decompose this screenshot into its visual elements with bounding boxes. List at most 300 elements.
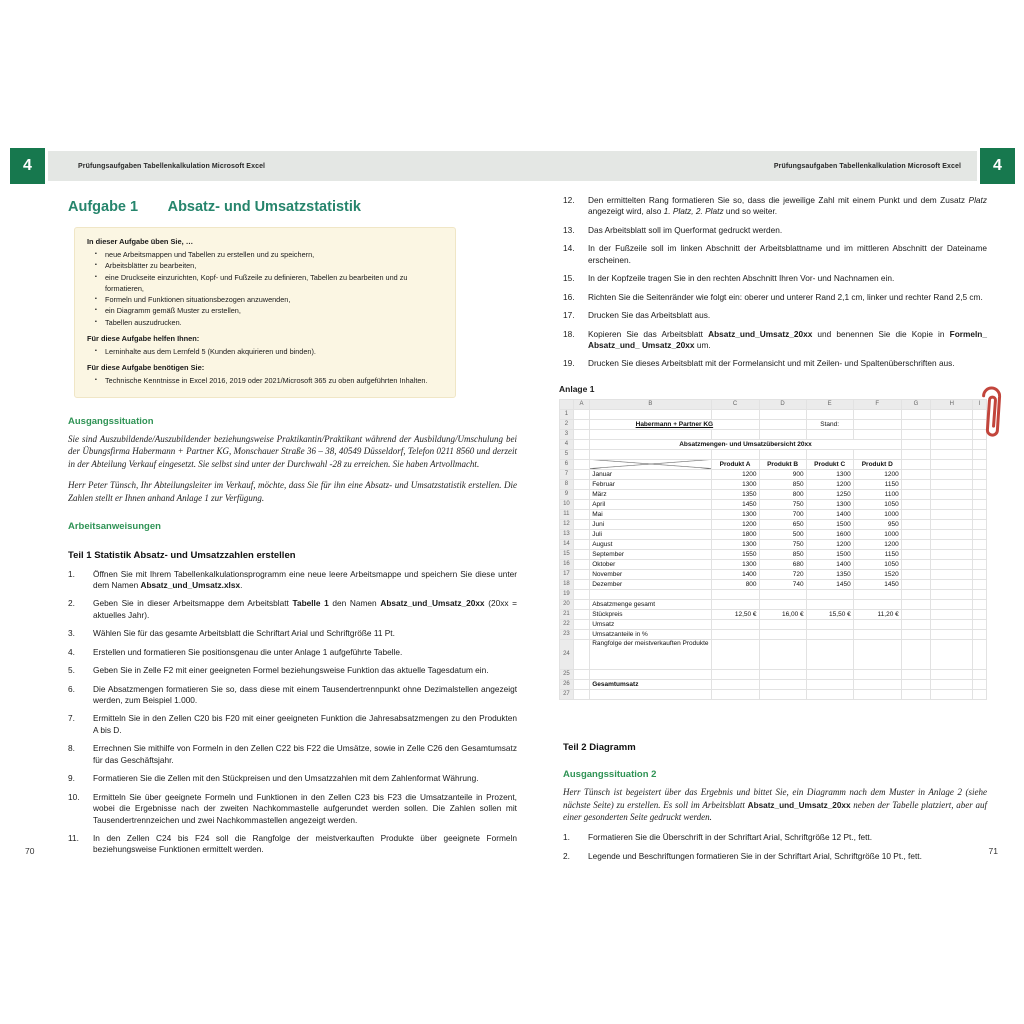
sheet-cell-E26	[806, 679, 853, 689]
sheet-cell-D17: 720	[759, 569, 806, 579]
sheet-cell-D25	[759, 669, 806, 679]
row-header-27: 27	[560, 689, 574, 699]
sheet-cell-E14: 1200	[806, 539, 853, 549]
step-number: 13.	[563, 224, 575, 235]
chapter-number-right: 4	[980, 148, 1015, 184]
sheet-cell-H9	[931, 489, 973, 499]
sheet-cell-G7	[901, 469, 930, 479]
situation-paragraph: Herr Peter Tünsch, Ihr Abteilungsleiter im Verkauf, möchte, dass Sie für ihn eine Absatz- und Umsatzstatistik erstellen. Die Zahlen stellt er Ihnen anhand Anlage 1 zur Verfügung.	[68, 479, 517, 503]
sheet-cell-F13: 1000	[853, 529, 901, 539]
step-number: 5.	[68, 665, 75, 676]
heading-arbeitsanweisungen: Arbeitsanweisungen	[68, 520, 161, 532]
instruction-list-teil2	[557, 832, 987, 862]
sheet-cell-E19	[806, 589, 853, 599]
text-segment: In den Zellen C24 bis F24 soll die Rangfolge der meistverkauften Produkte über geeignete Formeln beziehungsweise Funktionen ermittelt werden.	[93, 832, 517, 855]
sheet-cell-E24	[806, 639, 853, 669]
step-text	[93, 833, 517, 856]
step-number: 6.	[68, 683, 75, 694]
row-header-4: 4	[560, 439, 574, 449]
info-box	[74, 227, 456, 398]
instruction-step	[563, 358, 987, 369]
step-text	[588, 832, 987, 843]
instruction-step	[563, 851, 987, 862]
sheet-cell-B24: Rangfolge der meistverkauften Produkte	[590, 639, 711, 669]
bullet-marker: ▪	[95, 273, 97, 280]
sheet-cell-I27	[973, 689, 987, 699]
sheet-cell-D2	[759, 419, 806, 429]
bullet-item	[95, 294, 445, 305]
instruction-step	[563, 832, 987, 843]
sheet-cell-D24	[759, 639, 806, 669]
text-segment: Geben Sie in Zelle F2 mit einer geeigneten Formel beziehungsweise Funktion das aktuelle Tagesdatum ein.	[93, 665, 489, 676]
sheet-cell-A4	[573, 439, 589, 449]
sheet-cell-A10	[573, 499, 589, 509]
sheet-cell-E12: 1500	[806, 519, 853, 529]
sheet-cell-E11: 1400	[806, 509, 853, 519]
sheet-cell-F27	[853, 689, 901, 699]
sheet-cell-D6: Produkt B	[759, 459, 806, 469]
sheet-cell-F23	[853, 629, 901, 639]
sheet-cell-I21	[973, 609, 987, 619]
row-header-14: 14	[560, 539, 574, 549]
sheet-cell-B18: Dezember	[590, 579, 711, 589]
text-segment: den Namen	[328, 598, 381, 609]
running-header-bar	[48, 151, 977, 181]
sheet-cell-A9	[573, 489, 589, 499]
row-header-24: 24	[560, 639, 574, 669]
info-box-lead: Für diese Aufgabe helfen Ihnen:	[87, 334, 200, 344]
sheet-cell-F21: 11,20 €	[853, 609, 901, 619]
sheet-cell-G13	[901, 529, 930, 539]
step-number: 7.	[68, 713, 75, 724]
sheet-cell-H16	[931, 559, 973, 569]
instruction-step	[68, 628, 517, 639]
sheet-cell-B20: Absatzmenge gesamt	[590, 599, 711, 609]
text-segment: (20xx = aktuelles Jahr).	[93, 598, 517, 620]
sheet-cell-G17	[901, 569, 930, 579]
sheet-cell-A12	[573, 519, 589, 529]
sheet-cell-I24	[973, 639, 987, 669]
sheet-cell-B2: Habermann + Partner KG	[590, 419, 759, 429]
sheet-cell-G20	[901, 599, 930, 609]
sheet-cell-I18	[973, 579, 987, 589]
sheet-cell-F3	[853, 429, 901, 439]
sheet-cell-F9: 1100	[853, 489, 901, 499]
bullet-item	[95, 317, 445, 328]
sheet-cell-D26	[759, 679, 806, 689]
sheet-cell-C11: 1300	[711, 509, 759, 519]
bullet-item	[95, 305, 445, 316]
text-segment: Öffnen Sie mit Ihrem Tabellenkalkulationsprogramm eine neue leere Arbeitsmappe und speichern Sie diese unter dem Namen	[93, 568, 517, 590]
sheet-cell-I7	[973, 469, 987, 479]
sheet-cell-B26: Gesamtumsatz	[590, 679, 711, 689]
sheet-cell-B21: Stückpreis	[590, 609, 711, 619]
page-number-right: 71	[988, 846, 998, 856]
sheet-cell-C5	[711, 449, 759, 459]
page-right	[557, 195, 987, 869]
sheet-cell-B8: Februar	[590, 479, 711, 489]
sheet-cell-D19	[759, 589, 806, 599]
sheet-cell-C6: Produkt A	[711, 459, 759, 469]
sheet-cell-F1	[853, 409, 901, 419]
step-text	[588, 851, 987, 862]
sheet-cell-C21: 12,50 €	[711, 609, 759, 619]
sheet-cell-H15	[931, 549, 973, 559]
step-text	[588, 292, 987, 303]
instruction-step	[68, 792, 517, 826]
sheet-cell-A18	[573, 579, 589, 589]
sheet-cell-H17	[931, 569, 973, 579]
step-number: 2.	[563, 850, 570, 861]
sheet-cell-B6	[590, 459, 711, 469]
text-segment: Legende und Beschriftungen formatieren Sie in der Schriftart Arial, Schriftgröße 10 Pt., fett.	[588, 850, 922, 861]
row-header-18: 18	[560, 579, 574, 589]
text-segment: Ermitteln Sie über geeignete Formeln und Funktionen in den Zellen C23 bis F23 die Umsatzanteile in Prozent, wobei die Ergebnisse nach der zweiten Nachkommastelle aufgerundet werden sollen. Die Zahlen sollen mit Tausendertrennzeichen und zwei Nachkommastellen angezeigt werden.	[93, 791, 517, 825]
sheet-cell-E21: 15,50 €	[806, 609, 853, 619]
sheet-cell-A3	[573, 429, 589, 439]
sheet-cell-F16: 1050	[853, 559, 901, 569]
sheet-cell-H14	[931, 539, 973, 549]
sheet-cell-H11	[931, 509, 973, 519]
text-segment: 1. Platz, 2. Platz	[663, 206, 724, 217]
sheet-cell-D3	[759, 429, 806, 439]
instruction-step	[68, 833, 517, 856]
sheet-cell-A6	[573, 459, 589, 469]
sheet-cell-I12	[973, 519, 987, 529]
text-segment: Absatz_und_Umsatz_20xx	[708, 328, 813, 339]
sheet-cell-D18: 740	[759, 579, 806, 589]
sheet-cell-G18	[901, 579, 930, 589]
step-text	[588, 273, 987, 284]
row-header-3: 3	[560, 429, 574, 439]
bullet-marker: ▪	[95, 251, 97, 257]
row-header-21: 21	[560, 609, 574, 619]
bullet-marker: ▪	[95, 307, 97, 314]
bullet-item	[95, 260, 445, 271]
step-number: 14.	[563, 243, 575, 254]
sheet-cell-E5	[806, 449, 853, 459]
text-segment: Den ermittelten Rang formatieren Sie so, dass die jeweilige Zahl mit einem Punkt und dem Zusatz	[588, 195, 969, 205]
sheet-cell-G6	[901, 459, 930, 469]
sheet-cell-A14	[573, 539, 589, 549]
sheet-cell-E8: 1200	[806, 479, 853, 489]
heading-teil2: Teil 2 Diagramm	[563, 741, 636, 753]
sheet-cell-G3	[901, 429, 930, 439]
sheet-cell-H13	[931, 529, 973, 539]
row-header-25: 25	[560, 669, 574, 679]
sheet-cell-F26	[853, 679, 901, 689]
bullet-text: Arbeitsblätter zu bearbeiten,	[105, 261, 197, 271]
row-header-2: 2	[560, 419, 574, 429]
heading-teil1: Teil 1 Statistik Absatz- und Umsatzzahlen erstellen	[68, 549, 296, 561]
sheet-cell-H12	[931, 519, 973, 529]
sheet-cell-F12: 950	[853, 519, 901, 529]
sheet-cell-C25	[711, 669, 759, 679]
text-segment: Geben Sie in dieser Arbeitsmappe dem Arbeitsblatt	[93, 598, 293, 609]
sheet-cell-A21	[573, 609, 589, 619]
sheet-cell-D12: 650	[759, 519, 806, 529]
sheet-cell-I6	[973, 459, 987, 469]
sheet-cell-D11: 700	[759, 509, 806, 519]
bullet-item	[95, 272, 445, 295]
bullet-text: Formeln und Funktionen situationsbezogen anzuwenden,	[105, 295, 291, 305]
sheet-cell-G5	[901, 449, 930, 459]
row-header-19: 19	[560, 589, 574, 599]
sheet-cell-H20	[931, 599, 973, 609]
sheet-cell-E27	[806, 689, 853, 699]
sheet-cell-D16: 680	[759, 559, 806, 569]
sheet-cell-G27	[901, 689, 930, 699]
sheet-cell-E3	[806, 429, 853, 439]
sheet-cell-C9: 1350	[711, 489, 759, 499]
sheet-cell-B17: November	[590, 569, 711, 579]
sheet-cell-E23	[806, 629, 853, 639]
sheet-cell-A17	[573, 569, 589, 579]
sheet-cell-C1	[711, 409, 759, 419]
sheet-cell-A1	[573, 409, 589, 419]
step-text	[93, 598, 517, 621]
step-text	[588, 358, 987, 369]
sheet-cell-A27	[573, 689, 589, 699]
sheet-cell-G25	[901, 669, 930, 679]
sheet-cell-B10: April	[590, 499, 711, 509]
instruction-step	[68, 598, 517, 621]
sheet-cell-B16: Oktober	[590, 559, 711, 569]
row-header-12: 12	[560, 519, 574, 529]
column-header-G: G	[901, 399, 930, 409]
sheet-cell-H1	[931, 409, 973, 419]
step-text	[93, 773, 517, 784]
sheet-cell-D27	[759, 689, 806, 699]
excel-table	[559, 399, 987, 700]
sheet-cell-G19	[901, 589, 930, 599]
text-segment: In der Kopfzeile tragen Sie in den rechten Abschnitt Ihren Vor- und Nachnamen ein.	[588, 273, 895, 284]
text-segment: Absatz_und_Umsatz_20xx	[747, 800, 851, 810]
sheet-cell-D10: 750	[759, 499, 806, 509]
row-header-15: 15	[560, 549, 574, 559]
step-text	[93, 665, 517, 676]
sheet-cell-E18: 1450	[806, 579, 853, 589]
sheet-cell-B23: Umsatzanteile in %	[590, 629, 711, 639]
sheet-cell-F7: 1200	[853, 469, 901, 479]
sheet-cell-G24	[901, 639, 930, 669]
step-text	[93, 792, 517, 826]
sheet-cell-C16: 1300	[711, 559, 759, 569]
sheet-cell-I9	[973, 489, 987, 499]
sheet-cell-G22	[901, 619, 930, 629]
step-number: 2.	[68, 598, 75, 609]
step-text	[93, 647, 517, 658]
sheet-cell-A5	[573, 449, 589, 459]
sheet-cell-F2	[853, 419, 901, 429]
sheet-cell-H22	[931, 619, 973, 629]
task-title-name: Absatz- und Umsatzstatistik	[167, 199, 361, 215]
step-number: 8.	[68, 743, 75, 754]
sheet-cell-F15: 1150	[853, 549, 901, 559]
sheet-cell-G12	[901, 519, 930, 529]
sheet-cell-G10	[901, 499, 930, 509]
text-segment: und benennen Sie die Kopie in	[812, 328, 950, 339]
sheet-cell-G14	[901, 539, 930, 549]
sheet-cell-C26	[711, 679, 759, 689]
chapter-number-left: 4	[10, 148, 45, 184]
sheet-cell-B9: März	[590, 489, 711, 499]
sheet-cell-F24	[853, 639, 901, 669]
row-header-1: 1	[560, 409, 574, 419]
text-segment: Platz	[968, 195, 987, 205]
sheet-cell-I5	[973, 449, 987, 459]
sheet-cell-A13	[573, 529, 589, 539]
sheet-cell-E6: Produkt C	[806, 459, 853, 469]
sheet-cell-D1	[759, 409, 806, 419]
row-header-16: 16	[560, 559, 574, 569]
sheet-cell-D14: 750	[759, 539, 806, 549]
sheet-cell-H25	[931, 669, 973, 679]
step-number: 10.	[68, 791, 80, 802]
sheet-cell-H3	[931, 429, 973, 439]
sheet-cell-H21	[931, 609, 973, 619]
text-segment: Formeln_ Absatz_und_ Umsatz_20xx	[588, 328, 987, 350]
sheet-cell-C19	[711, 589, 759, 599]
sheet-cell-A19	[573, 589, 589, 599]
step-text	[93, 569, 517, 592]
step-text	[588, 329, 987, 352]
instruction-step	[563, 273, 987, 284]
text-segment: neben der Tabelle platziert, aber auf einer gesonderten Seite gedruckt werden.	[563, 799, 988, 823]
bullet-text: Lerninhalte aus dem Lernfeld 5 (Kunden akquirieren und binden).	[105, 347, 316, 357]
sheet-cell-E2: Stand:	[806, 419, 853, 429]
instruction-step	[563, 329, 987, 352]
sheet-cell-F11: 1000	[853, 509, 901, 519]
instruction-step	[68, 647, 517, 658]
sheet-cell-C12: 1200	[711, 519, 759, 529]
row-header-23: 23	[560, 629, 574, 639]
sheet-cell-I15	[973, 549, 987, 559]
sheet-cell-H26	[931, 679, 973, 689]
text-segment: Absatz_und_Umsatz_20xx	[380, 598, 485, 609]
sheet-cell-H27	[931, 689, 973, 699]
sheet-cell-D13: 500	[759, 529, 806, 539]
sheet-cell-G21	[901, 609, 930, 619]
sheet-cell-C10: 1450	[711, 499, 759, 509]
sheet-cell-E10: 1300	[806, 499, 853, 509]
running-head-left: Prüfungsaufgaben Tabellenkalkulation Microsoft Excel	[78, 162, 266, 170]
instruction-step	[68, 743, 517, 766]
sheet-cell-F22	[853, 619, 901, 629]
column-header-D: D	[759, 399, 806, 409]
sheet-cell-I11	[973, 509, 987, 519]
row-header-13: 13	[560, 529, 574, 539]
instruction-step	[563, 292, 987, 303]
sheet-cell-I14	[973, 539, 987, 549]
sheet-cell-C13: 1800	[711, 529, 759, 539]
sheet-cell-D23	[759, 629, 806, 639]
text-segment: Kopieren Sie das Arbeitsblatt	[588, 328, 709, 339]
instruction-step	[563, 195, 987, 218]
task-title	[68, 199, 517, 215]
step-text	[93, 743, 517, 766]
text-segment: Tabelle 1	[292, 598, 329, 609]
step-number: 15.	[563, 273, 575, 284]
sheet-cell-H24	[931, 639, 973, 669]
row-header-11: 11	[560, 509, 574, 519]
text-segment: Die Absatzmengen formatieren Sie so, dass diese mit einem Tausendertrennpunkt ohne Dezimalstellen angezeigt werden, zum Beispiel 1.000.	[93, 683, 517, 705]
instruction-step	[68, 773, 517, 784]
column-header-B: B	[590, 399, 711, 409]
text-segment: Absatz_und_Umsatz.xlsx	[140, 579, 241, 590]
sheet-cell-I10	[973, 499, 987, 509]
page-number-left: 70	[25, 846, 35, 856]
text-segment: Erstellen und formatieren Sie positionsgenau die unter Anlage 1 aufgeführte Tabelle.	[93, 646, 403, 657]
sheet-cell-D8: 850	[759, 479, 806, 489]
sheet-cell-H6	[931, 459, 973, 469]
heading-ausgangssituation: Ausgangssituation	[68, 415, 154, 427]
anlage-1-spreadsheet	[559, 399, 987, 700]
sheet-cell-F8: 1150	[853, 479, 901, 489]
instruction-step	[68, 713, 517, 736]
sheet-cell-H19	[931, 589, 973, 599]
text-segment: und so weiter.	[723, 206, 778, 217]
sheet-cell-C8: 1300	[711, 479, 759, 489]
sheet-cell-A15	[573, 549, 589, 559]
sheet-cell-F10: 1050	[853, 499, 901, 509]
sheet-cell-G4	[901, 439, 930, 449]
bullet-marker: ▪	[95, 318, 97, 325]
sheet-cell-C23	[711, 629, 759, 639]
sheet-cell-F20	[853, 599, 901, 609]
instruction-step	[563, 310, 987, 321]
sheet-cell-E22	[806, 619, 853, 629]
sheet-cell-A24	[573, 639, 589, 669]
sheet-cell-D21: 16,00 €	[759, 609, 806, 619]
sheet-cell-H4	[931, 439, 973, 449]
sheet-corner	[560, 399, 574, 409]
column-header-F: F	[853, 399, 901, 409]
sheet-cell-H8	[931, 479, 973, 489]
page-left	[62, 195, 517, 863]
sheet-cell-G26	[901, 679, 930, 689]
sheet-cell-G9	[901, 489, 930, 499]
sheet-cell-D7: 900	[759, 469, 806, 479]
row-header-9: 9	[560, 489, 574, 499]
step-number: 1.	[68, 568, 75, 579]
row-header-22: 22	[560, 619, 574, 629]
bullet-text: eine Druckseite einzurichten, Kopf- und Fußzeile zu definieren, Tabellen zu bearbeiten und zu formatieren,	[105, 272, 408, 293]
text-segment: angezeigt wird, also	[588, 206, 664, 217]
sheet-cell-A20	[573, 599, 589, 609]
heading-ausgangssituation-2: Ausgangssituation 2	[563, 768, 657, 780]
row-header-10: 10	[560, 499, 574, 509]
sheet-cell-H10	[931, 499, 973, 509]
sheet-cell-G1	[901, 409, 930, 419]
text-segment: Wählen Sie für das gesamte Arbeitsblatt die Schriftart Arial und Schriftgröße 11 Pt.	[93, 628, 395, 639]
sheet-cell-C22	[711, 619, 759, 629]
sheet-cell-C18: 800	[711, 579, 759, 589]
sheet-cell-B4: Absatzmengen- und Umsatzübersicht 20xx	[590, 439, 902, 449]
sheet-cell-H7	[931, 469, 973, 479]
sheet-cell-G11	[901, 509, 930, 519]
instruction-list-12-19	[557, 195, 987, 370]
text-segment: Drucken Sie das Arbeitsblatt aus.	[588, 310, 711, 321]
step-text	[588, 243, 987, 266]
text-segment: .	[240, 579, 243, 590]
sheet-cell-A2	[573, 419, 589, 429]
sheet-cell-G15	[901, 549, 930, 559]
paperclip-icon	[973, 378, 1007, 448]
sheet-cell-D9: 800	[759, 489, 806, 499]
sheet-cell-A26	[573, 679, 589, 689]
row-header-20: 20	[560, 599, 574, 609]
